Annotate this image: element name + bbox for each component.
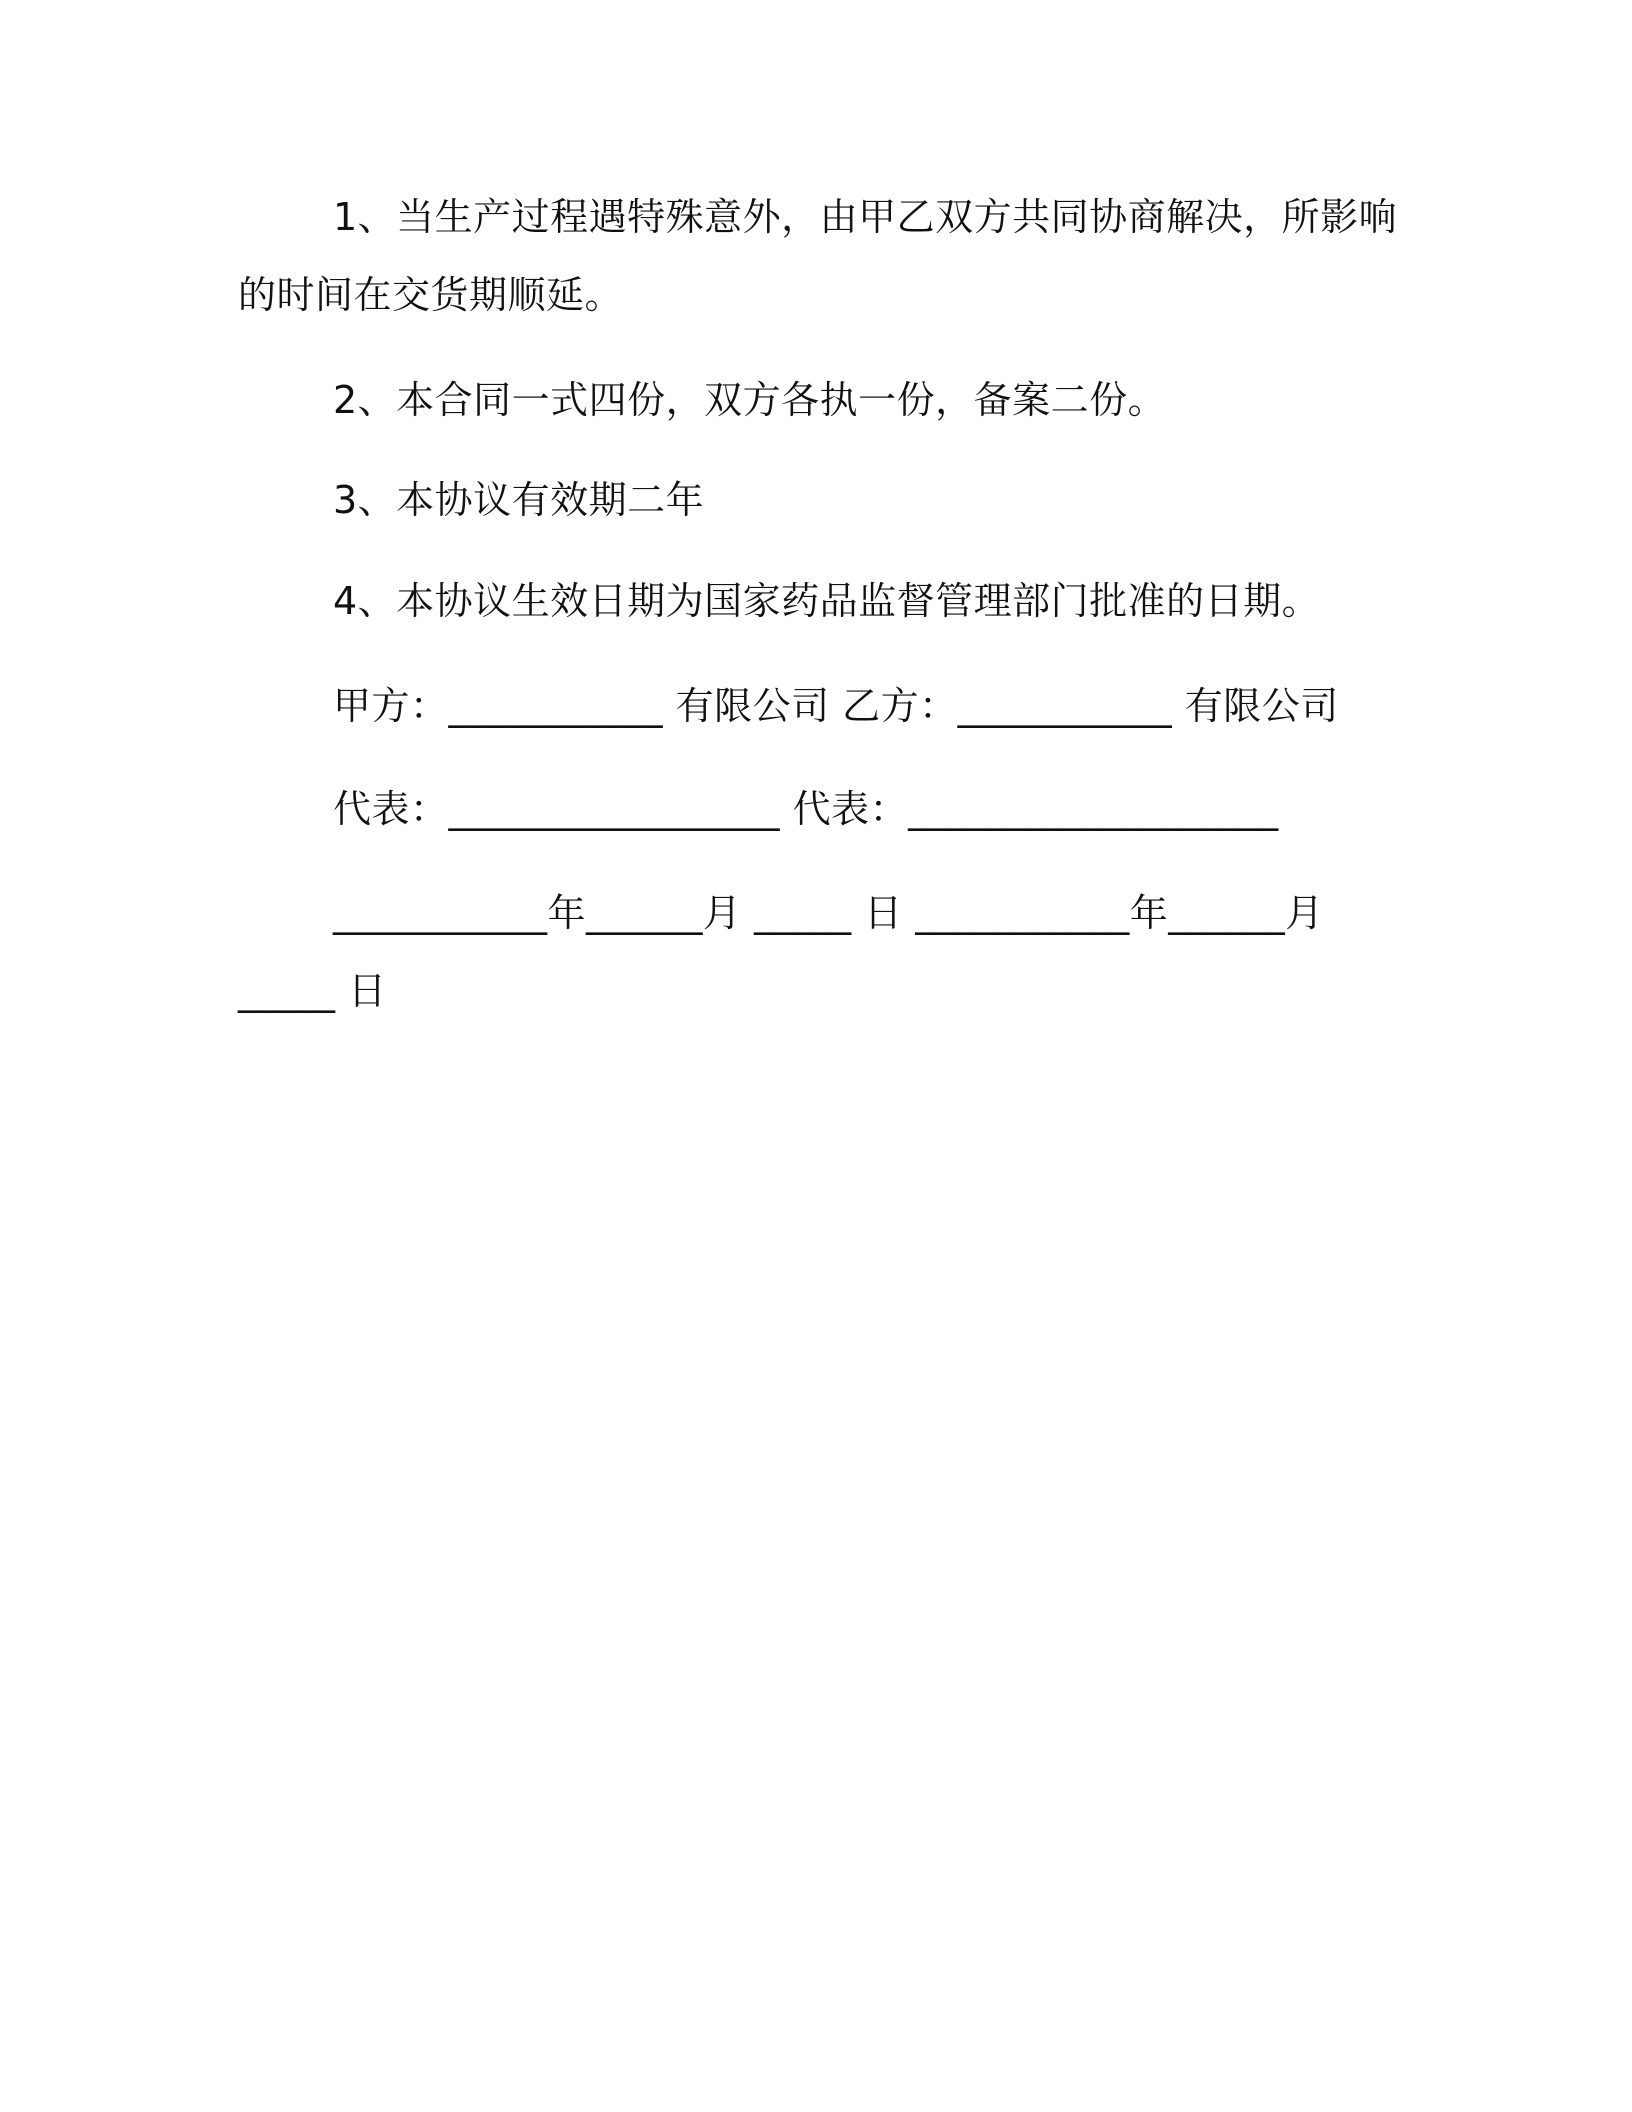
clause-1-line-1: 1、当生产过程遇特殊意外，由甲乙双方共同协商解决，所影响 <box>333 195 1398 239</box>
representative-line: 代表：_________________ 代表：___________________ <box>333 787 1279 831</box>
clause-2: 2、本合同一式四份，双方各执一份，备案二份。 <box>333 378 1167 422</box>
date-line-1: ___________年______月 _____ 日 ___________年______月 <box>333 891 1324 935</box>
clause-1-line-2: 的时间在交货期顺延。 <box>238 273 624 317</box>
party-signature-line: 甲方：___________ 有限公司 乙方：___________ 有限公司 <box>333 684 1339 728</box>
date-line-2: _____ 日 <box>238 969 387 1013</box>
clause-3: 3、本协议有效期二年 <box>333 478 705 522</box>
clause-4: 4、本协议生效日期为国家药品监督管理部门批准的日期。 <box>333 579 1321 623</box>
